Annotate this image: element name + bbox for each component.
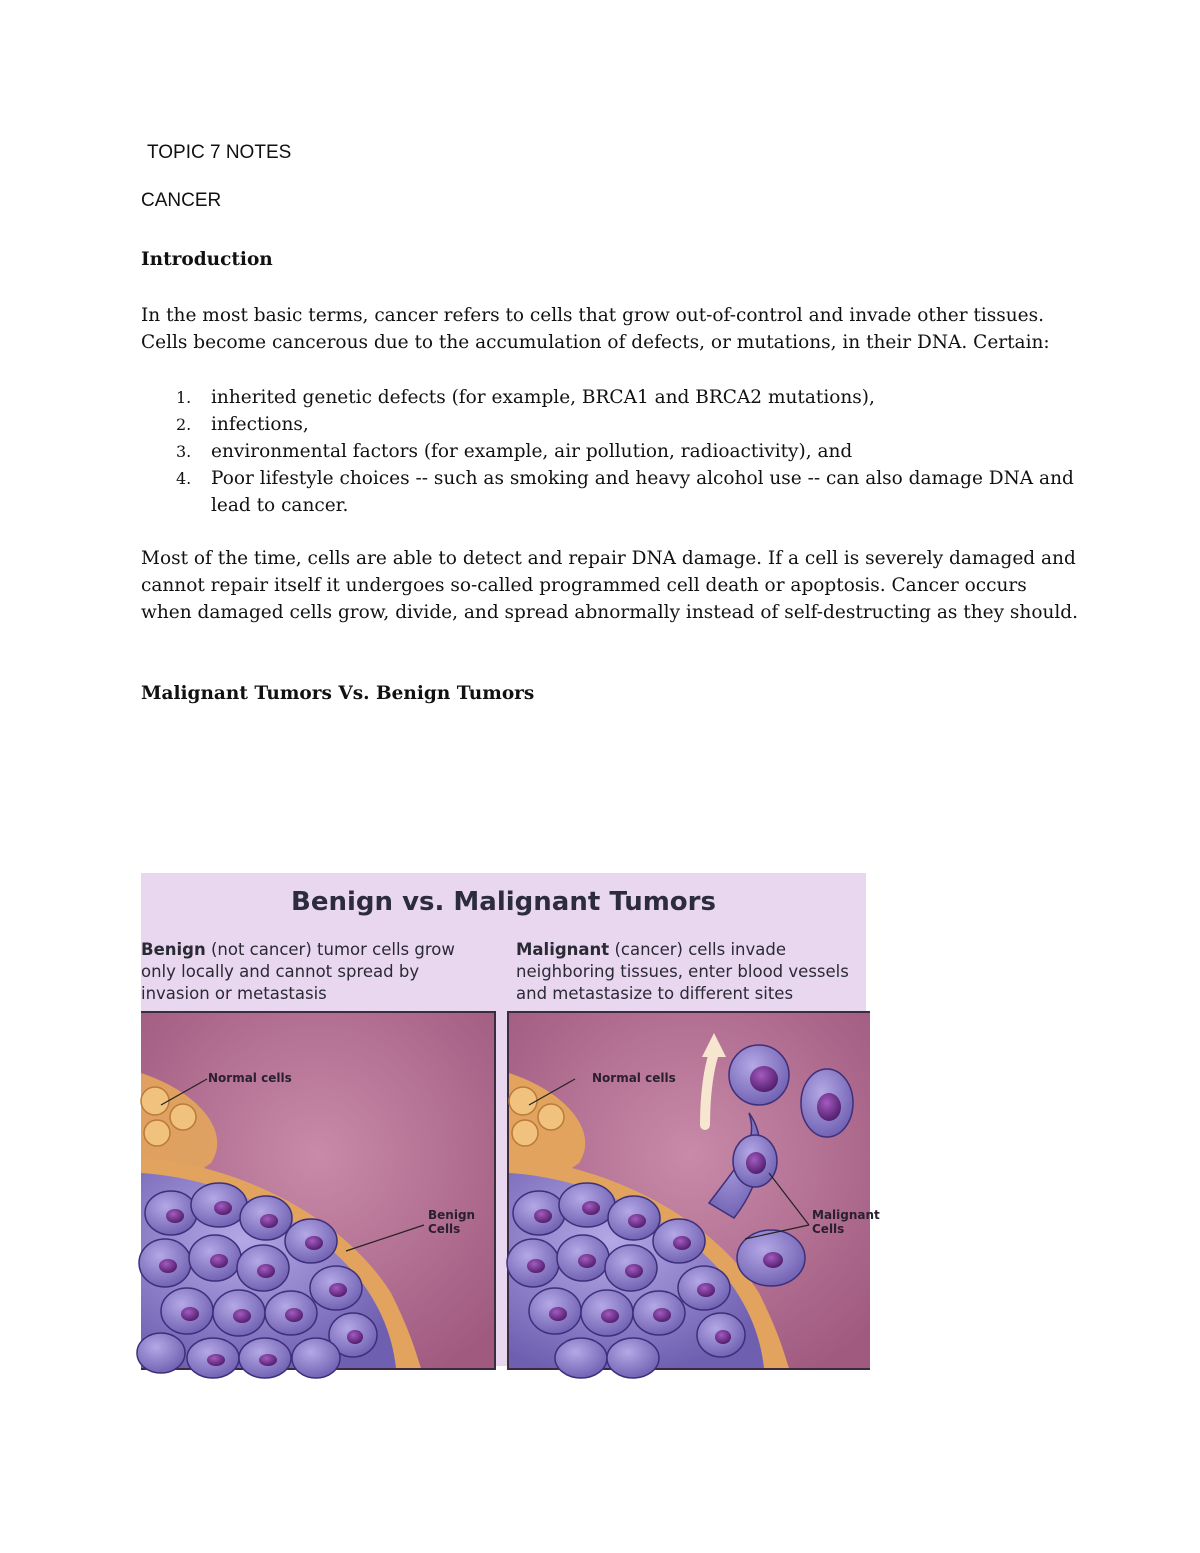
malignant-caption-text: (cancer) cells invade neighboring tissues, enter blood vessels and metastasize to different sites <box>516 940 849 1003</box>
benign-cells-drawing <box>141 1013 494 1368</box>
normal-cells-label-left: Normal cells <box>208 1071 292 1085</box>
malignant-caption <box>516 939 866 1005</box>
figure-title: Benign vs. Malignant Tumors <box>291 887 716 917</box>
list-text: Poor lifestyle choices -- such as smoking and heavy alcohol use -- can also damage DNA and lead to cancer. <box>211 468 1074 516</box>
intro-paragraph: In the most basic terms, cancer refers to cells that grow out-of-control and invade other tissues. Cells become cancerous due to the accumulation of defects, or mutations, in their DNA. Certain: <box>141 305 1050 353</box>
list-item <box>141 438 1081 465</box>
malignant-cells-drawing <box>509 1013 870 1368</box>
list-number: 3. <box>176 442 192 461</box>
normal-cells-label-right: Normal cells <box>592 1071 676 1085</box>
malignant-panel <box>507 1011 880 1370</box>
benign-caption <box>141 939 496 1005</box>
list-number: 4. <box>176 469 192 488</box>
list-item <box>141 384 1081 411</box>
benign-cells-label: Benign Cells <box>428 1208 476 1236</box>
tumors-heading: Malignant Tumors Vs. Benign Tumors <box>141 683 535 704</box>
causes-list <box>141 384 1081 519</box>
benign-caption-bold: Benign <box>141 940 206 959</box>
dna-repair-paragraph: Most of the time, cells are able to detect and repair DNA damage. If a cell is severely damaged and cannot repair itself it undergoes so-called programmed cell death or apoptosis. Cancer occurs when damaged cells grow, divide, and spread abnormally instead of self-destructing as they should. <box>141 548 1079 623</box>
list-text: environmental factors (for example, air pollution, radioactivity), and <box>211 441 853 462</box>
list-item <box>141 465 1081 519</box>
list-number: 1. <box>176 388 192 407</box>
topic-title: TOPIC 7 NOTES <box>147 142 292 163</box>
list-number: 2. <box>176 415 192 434</box>
subject-title: CANCER <box>141 190 222 211</box>
benign-caption-text: (not cancer) tumor cells grow only locally and cannot spread by invasion or metastasis <box>141 940 455 1003</box>
benign-panel <box>141 1011 496 1370</box>
malignant-cells-label: Malignant Cells <box>812 1208 880 1236</box>
malignant-caption-bold: Malignant <box>516 940 610 959</box>
tumor-illustration <box>141 873 880 1366</box>
list-item <box>141 411 1081 438</box>
list-text: infections, <box>211 414 309 435</box>
intro-heading: Introduction <box>141 249 273 270</box>
list-text: inherited genetic defects (for example, BRCA1 and BRCA2 mutations), <box>211 387 875 408</box>
